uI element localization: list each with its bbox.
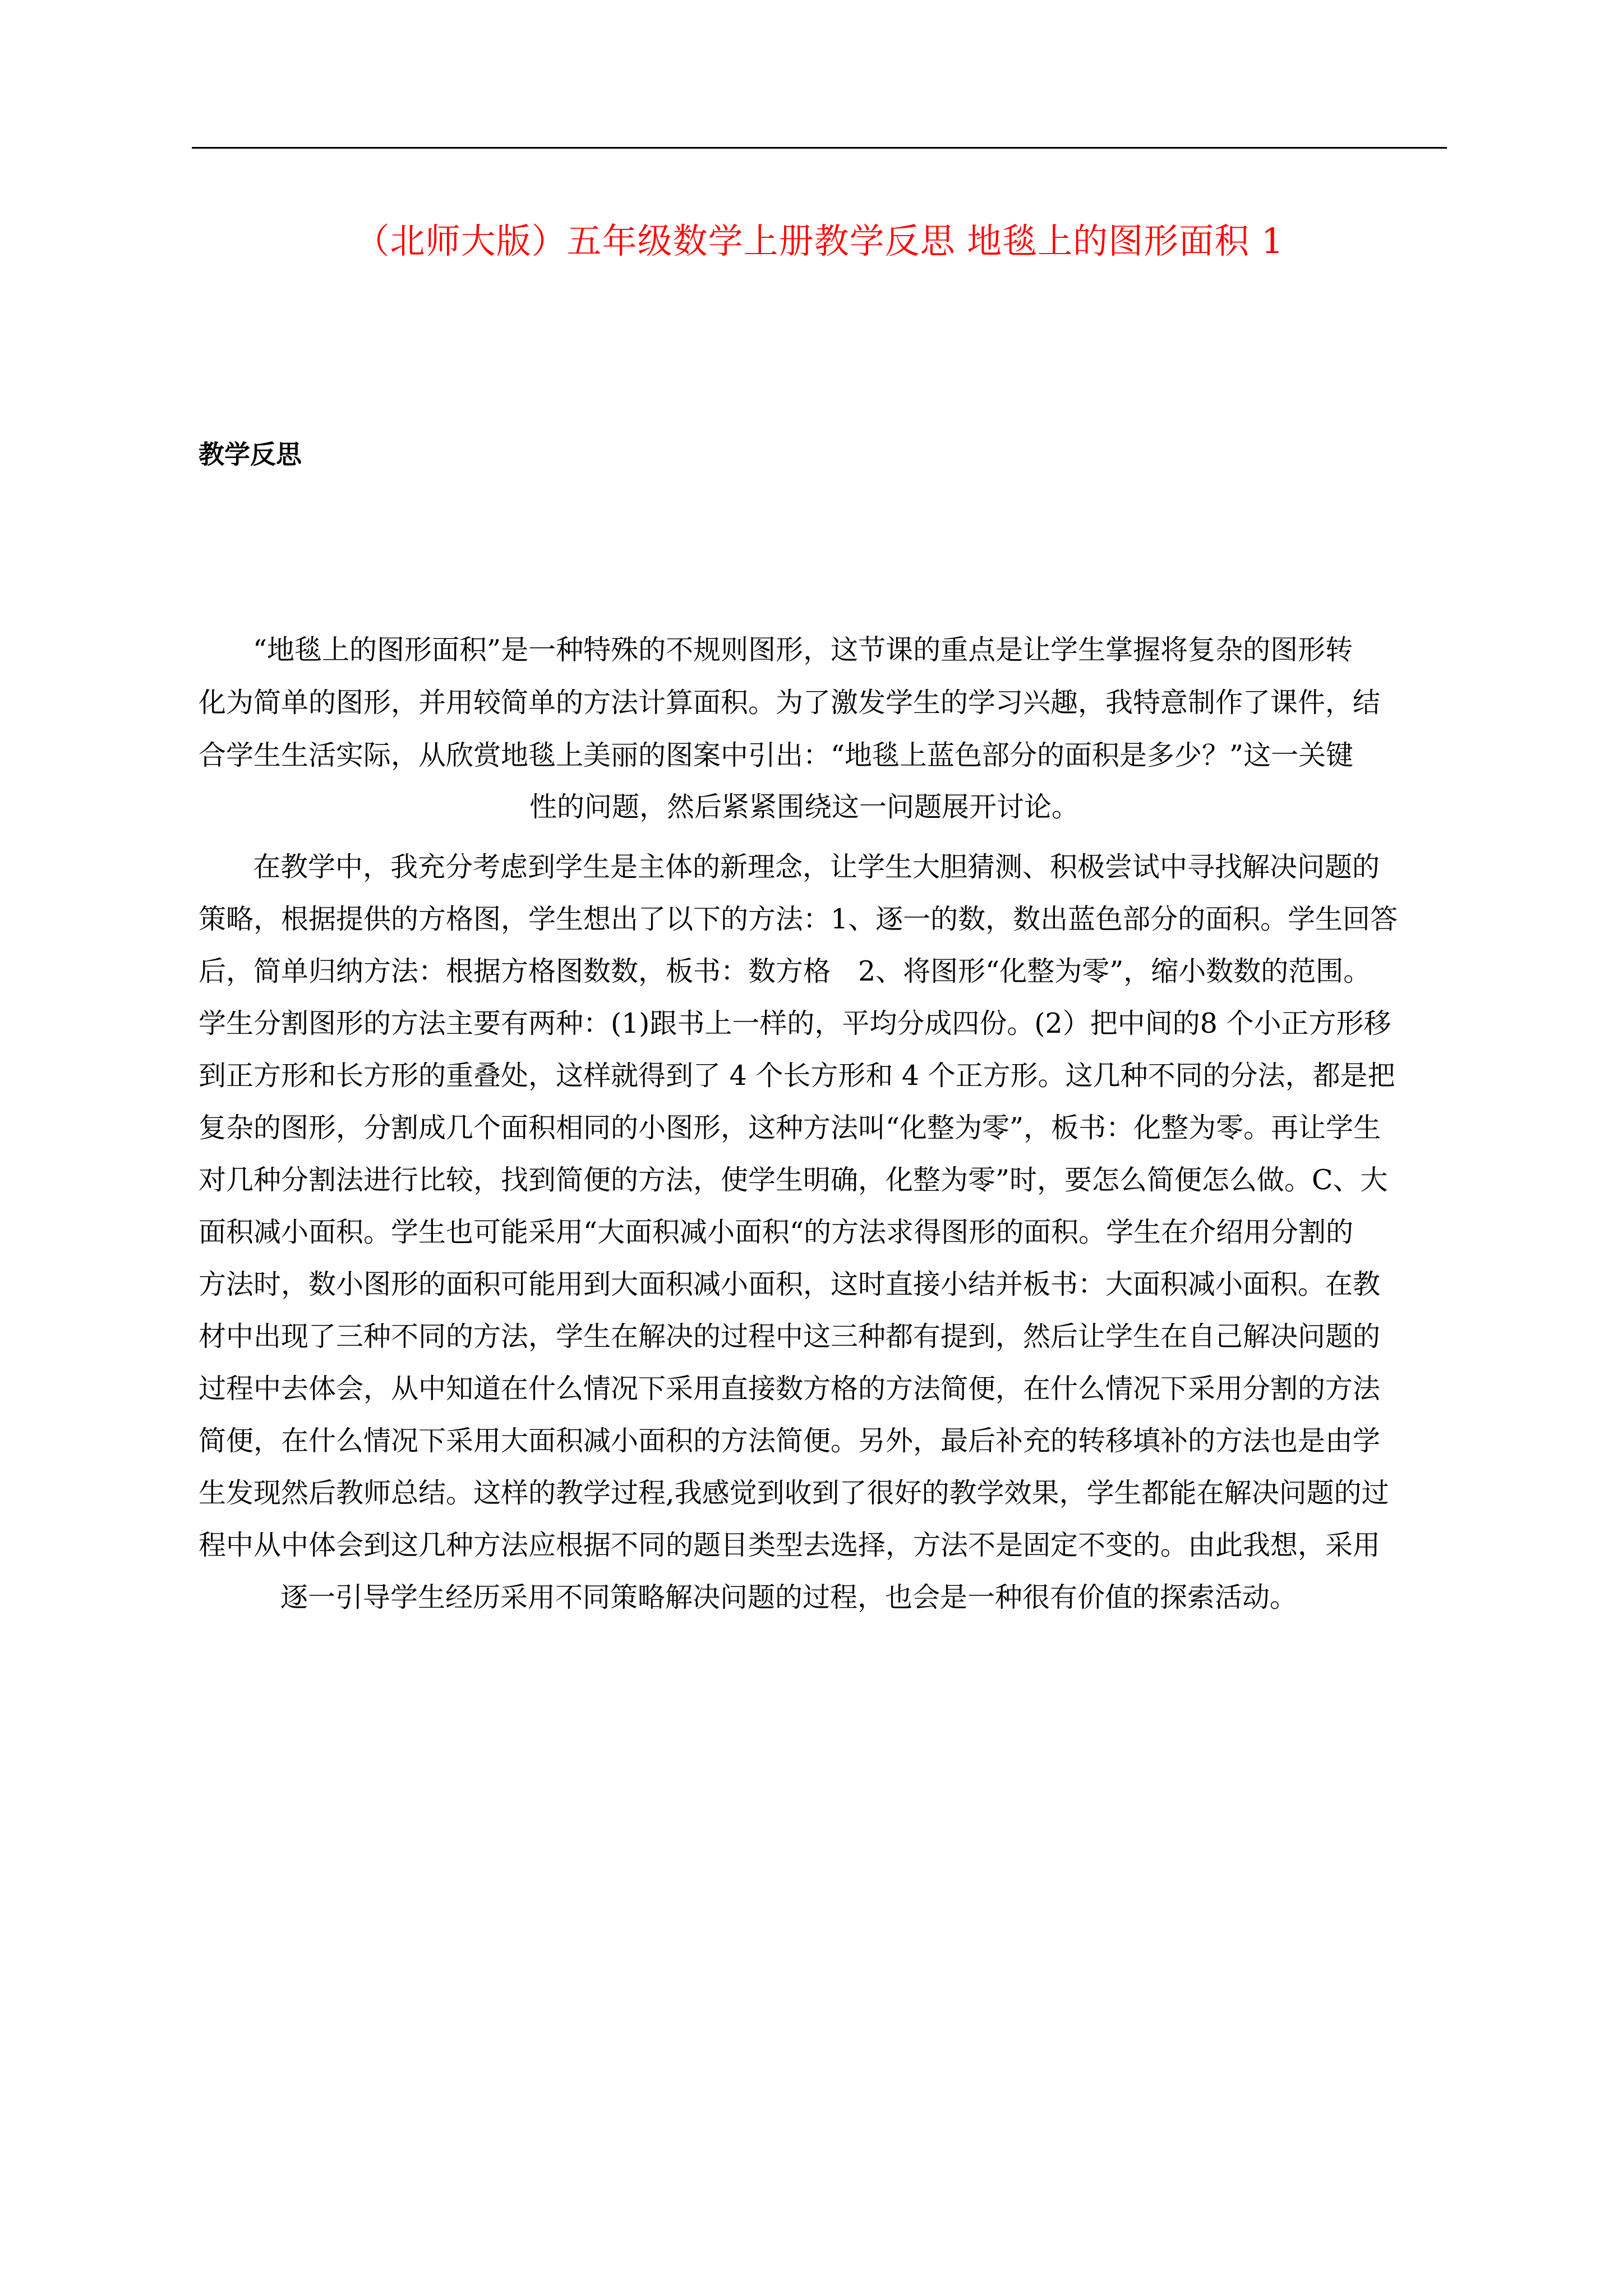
paragraph-line: 面积减小面积。学生也可能采用“大面积减小面积“的方法求得图形的面积。学生在介绍用分割的 xyxy=(199,1216,1354,1248)
paragraph-line: 程中从中体会到这几种方法应根据不同的题目类型去选择，方法不是固定不变的。由此我想，采用 xyxy=(199,1529,1381,1561)
paragraph-line: 对几种分割法进行比较，找到简便的方法，使学生明确，化整为零”时，要怎么简便怎么做。C、大 xyxy=(199,1164,1388,1196)
paragraph-line: 性的问题，然后紧紧围绕这一问题展开讨论。 xyxy=(529,791,1080,823)
paragraph-line: 逐一引导学生经历采用不同策略解决问题的过程，也会是一种很有价值的探索活动。 xyxy=(280,1581,1298,1613)
paragraph-line: 方法时，数小图形的面积可能用到大面积减小面积，这时直接小结并板书：大面积减小面积。在教 xyxy=(199,1268,1381,1300)
paragraph-line: 学生分割图形的方法主要有两种：(1)跟书上一样的，平均分成四份。(2）把中间的8 个小正方形移 xyxy=(199,1007,1391,1039)
paragraph-line: 复杂的图形，分割成几个面积相同的小图形，这种方法叫“化整为零”，板书：化整为零。再让学生 xyxy=(199,1112,1381,1144)
paragraph-line: 过程中去体会，从中知道在什么情况下采用直接数方格的方法简便，在什么情况下采用分割的方法 xyxy=(199,1373,1381,1405)
paragraph-line: 在教学中，我充分考虑到学生是主体的新理念，让学生大胆猜测、积极尝试中寻找解决问题的 xyxy=(253,851,1380,883)
header-rule xyxy=(192,147,1447,149)
paragraph-line: 后，简单归纳方法：根据方格图数数，板书：数方格 2、将图形“化整为零”，缩小数数的范围。 xyxy=(199,955,1371,987)
paragraph-line: “地毯上的图形面积”是一种特殊的不规则图形，这节课的重点是让学生掌握将复杂的图形转 xyxy=(253,634,1353,666)
paragraph-line: 到正方形和长方形的重叠处，这样就得到了 4 个长方形和 4 个正方形。这几种不同的分法，都是把 xyxy=(199,1060,1395,1092)
paragraph-line: 材中出现了三种不同的方法，学生在解决的过程中这三种都有提到，然后让学生在自己解决问题的 xyxy=(199,1320,1381,1352)
section-heading: 教学反思 xyxy=(199,439,302,470)
paragraph-line: 生发现然后教师总结。这样的教学过程,我感觉到收到了很好的教学效果，学生都能在解决问题的过 xyxy=(199,1477,1389,1509)
paragraph-line: 简便，在什么情况下采用大面积减小面积的方法简便。另外，最后补充的转移填补的方法也是由学 xyxy=(199,1425,1381,1457)
paragraph-line: 策略，根据提供的方格图，学生想出了以下的方法：1、逐一的数，数出蓝色部分的面积。学生回答 xyxy=(199,903,1398,935)
document-title: （北师大版）五年级数学上册教学反思 地毯上的图形面积 1 xyxy=(354,220,1284,261)
paragraph-line: 合学生生活实际，从欣赏地毯上美丽的图案中引出：“地毯上蓝色部分的面积是多少？”这一关键 xyxy=(199,739,1354,771)
paragraph-line: 化为简单的图形，并用较简单的方法计算面积。为了激发学生的学习兴趣，我特意制作了课件，结 xyxy=(199,687,1381,719)
